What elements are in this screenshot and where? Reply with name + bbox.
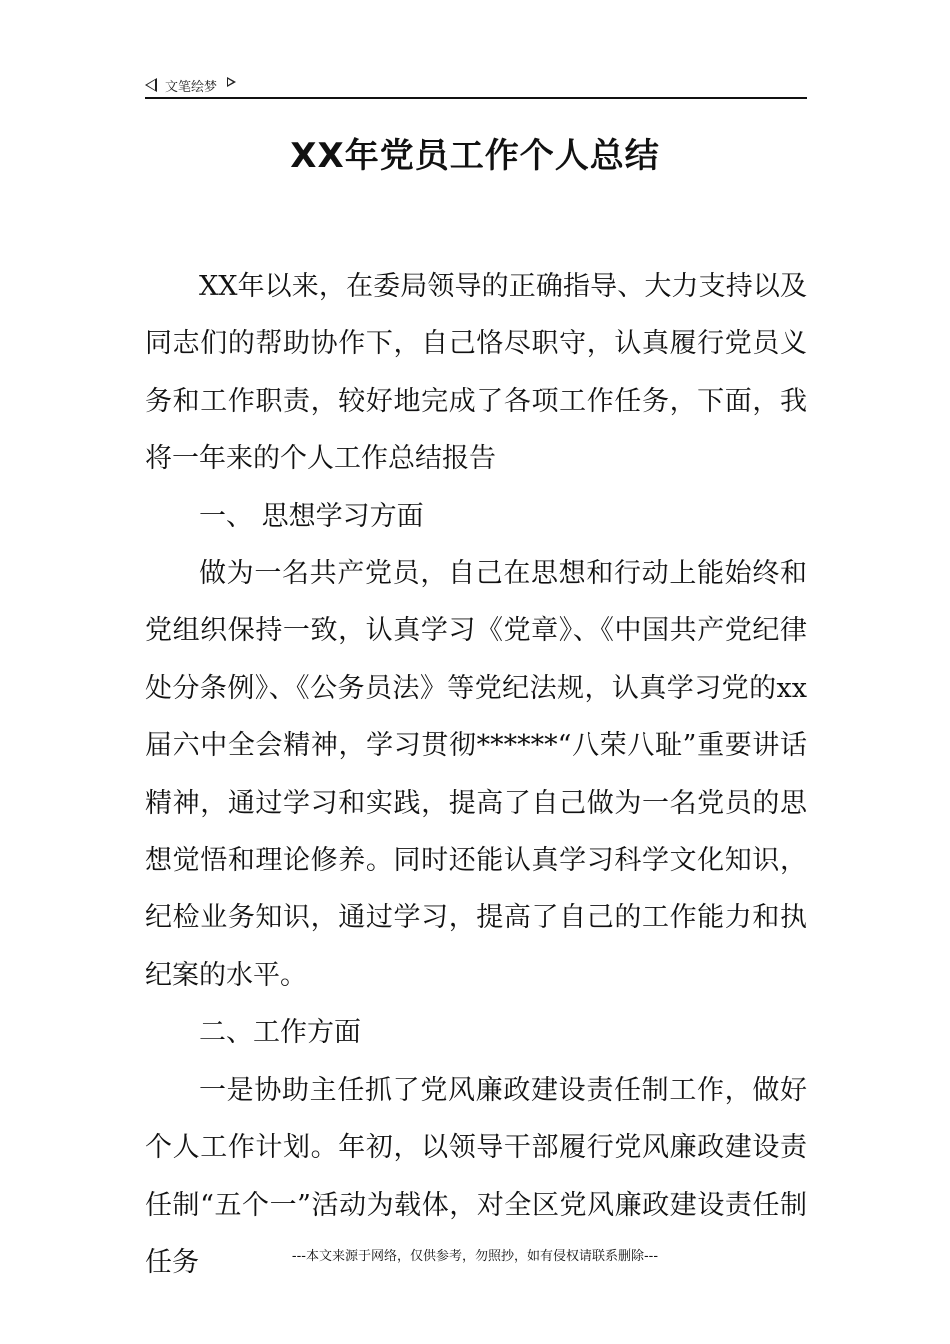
intro-paragraph: XX年以来，在委局领导的正确指导、大力支持以及同志们的帮助协作下，自己恪尽职守，认真履行党员义务和工作职责，较好地完成了各项工作任务，下面，我将一年来的个人工作总结报告 xyxy=(145,271,807,475)
document-body xyxy=(145,258,807,1291)
section-heading-study: 一、 思想学习方面 xyxy=(199,500,424,532)
triangle-right-icon xyxy=(227,77,236,87)
study-paragraph: 做为一名共产党员，自己在思想和行动上能始终和党组织保持一致，认真学习《党章》、《中国共产党纪律处分条例》、《公务员法》等党纪法规，认真学习党的xx届六中全会精神，学习贯彻******“八荣八耻”重要讲话精神，通过学习和实践，提高了自己做为一名党员的思想觉悟和理论修养。同时还能认真学习科学文化知识，纪检业务知识，通过学习，提高了自己的工作能力和执纪案的水平。 xyxy=(145,558,807,991)
document-title: XX年党员工作个人总结 xyxy=(290,136,660,176)
source-disclaimer: ---本文来源于网络，仅供参考，勿照抄，如有侵权请联系删除--- xyxy=(291,1249,659,1264)
document-header xyxy=(145,72,236,98)
work-paragraph: 一是协助主任抓了党风廉政建设责任制工作，做好个人工作计划。年初，以领导干部履行党风廉政建设责任制“五个一”活动为载体，对全区党风廉政建设责任制任务 xyxy=(145,1074,807,1278)
section-heading-work: 二、工作方面 xyxy=(199,1017,361,1049)
header-divider xyxy=(145,97,807,99)
triangle-left-icon xyxy=(145,78,157,92)
header-label: 文笔绘梦 xyxy=(165,79,218,95)
